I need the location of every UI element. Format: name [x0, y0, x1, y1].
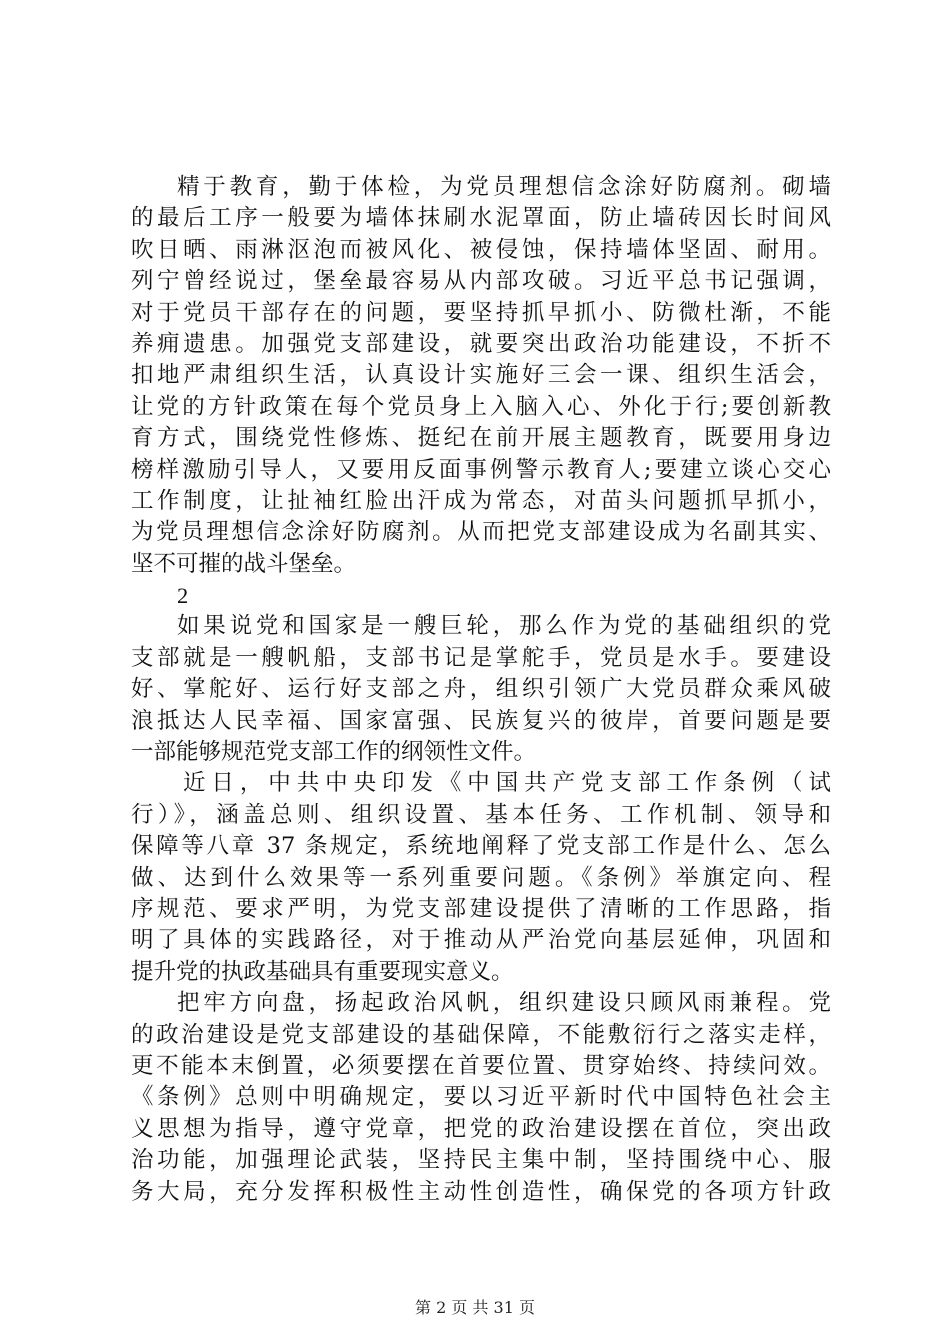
text-line: 明了具体的实践路径，对于推动从严治党向基层延伸，巩固和 [131, 927, 831, 954]
text-line: 《条例》总则中明确规定，要以习近平新时代中国特色社会主 [131, 1084, 831, 1111]
text-line: 吹日晒、雨淋沤泡而被风化、被侵蚀，保持墙体坚固、耐用。 [131, 236, 831, 263]
text-line: 榜样激励引导人，又要用反面事例警示教育人;要建立谈心交心 [131, 456, 831, 483]
text-line: 更不能本末倒置，必须要摆在首要位置、贯穿始终、持续问效。 [131, 1052, 831, 1079]
text-line: 做、达到什么效果等一系列重要问题。《条例》举旗定向、程 [131, 864, 831, 891]
text-line: 行）》，涵盖总则、组织设置、基本任务、工作机制、领导和 [131, 801, 831, 828]
text-line: 把牢方向盘，扬起政治风帆，组织建设只顾风雨兼程。党 [177, 990, 831, 1017]
text-line: 支部就是一艘帆船，支部书记是掌舵手，党员是水手。要建设 [131, 644, 831, 671]
text-line: 序规范、要求严明，为党支部建设提供了清晰的工作思路，指 [131, 895, 831, 922]
text-line: 让党的方针政策在每个党员身上入脑入心、外化于行;要创新教 [131, 393, 831, 420]
text-line: 坚不可摧的战斗堡垒。 [131, 550, 357, 577]
text-line: 养痈遗患。加强党支部建设，就要突出政治功能建设，不折不 [131, 330, 831, 357]
text-line: 近日，中共中央印发《中国共产党支部工作条例（试 [183, 770, 831, 797]
text-line: 的政治建设是党支部建设的基础保障，不能敷衍行之落实走样， [131, 1021, 831, 1048]
text-line: 好、掌舵好、运行好支部之舟，组织引领广大党员群众乘风破 [131, 676, 831, 703]
text-line: 扣地严肃组织生活，认真设计实施好三会一课、组织生活会， [131, 362, 831, 389]
text-line: 列宁曾经说过，堡垒最容易从内部攻破。习近平总书记强调， [131, 268, 831, 295]
document-body [131, 172, 831, 1208]
text-line: 提升党的执政基础具有重要现实意义。 [131, 958, 514, 985]
text-line: 如果说党和国家是一艘巨轮，那么作为党的基础组织的党 [177, 613, 831, 640]
text-line: 义思想为指导，遵守党章，把党的政治建设摆在首位，突出政 [131, 1115, 831, 1142]
text-line: 治功能，加强理论武装，坚持民主集中制，坚持围绕中心、服 [131, 1147, 831, 1174]
text-line: 一部能够规范党支部工作的纲领性文件。 [131, 739, 537, 766]
text-line: 务大局，充分发挥积极性主动性创造性，确保党的各项方针政 [131, 1178, 831, 1205]
text-line: 保障等八章 37 条规定，系统地阐释了党支部工作是什么、怎么 [131, 833, 831, 860]
text-line: 对于党员干部存在的问题，要坚持抓早抓小、防微杜渐，不能 [131, 299, 831, 326]
text-line: 育方式，围绕党性修炼、挺纪在前开展主题教育，既要用身边 [131, 425, 831, 452]
section-number: 2 [177, 583, 189, 609]
text-line: 工作制度，让扯袖红脸出汗成为常态，对苗头问题抓早抓小， [131, 487, 831, 514]
text-line: 浪抵达人民幸福、国家富强、民族复兴的彼岸，首要问题是要 [131, 707, 831, 734]
text-line: 精于教育，勤于体检，为党员理想信念涂好防腐剂。砌墙 [177, 174, 831, 200]
text-line: 的最后工序一般要为墙体抹刷水泥罩面，防止墙砖因长时间风 [131, 205, 831, 232]
page-footer: 第 2 页 共 31 页 [415, 1298, 535, 1317]
text-line: 为党员理想信念涂好防腐剂。从而把党支部建设成为名副其实、 [131, 519, 831, 546]
